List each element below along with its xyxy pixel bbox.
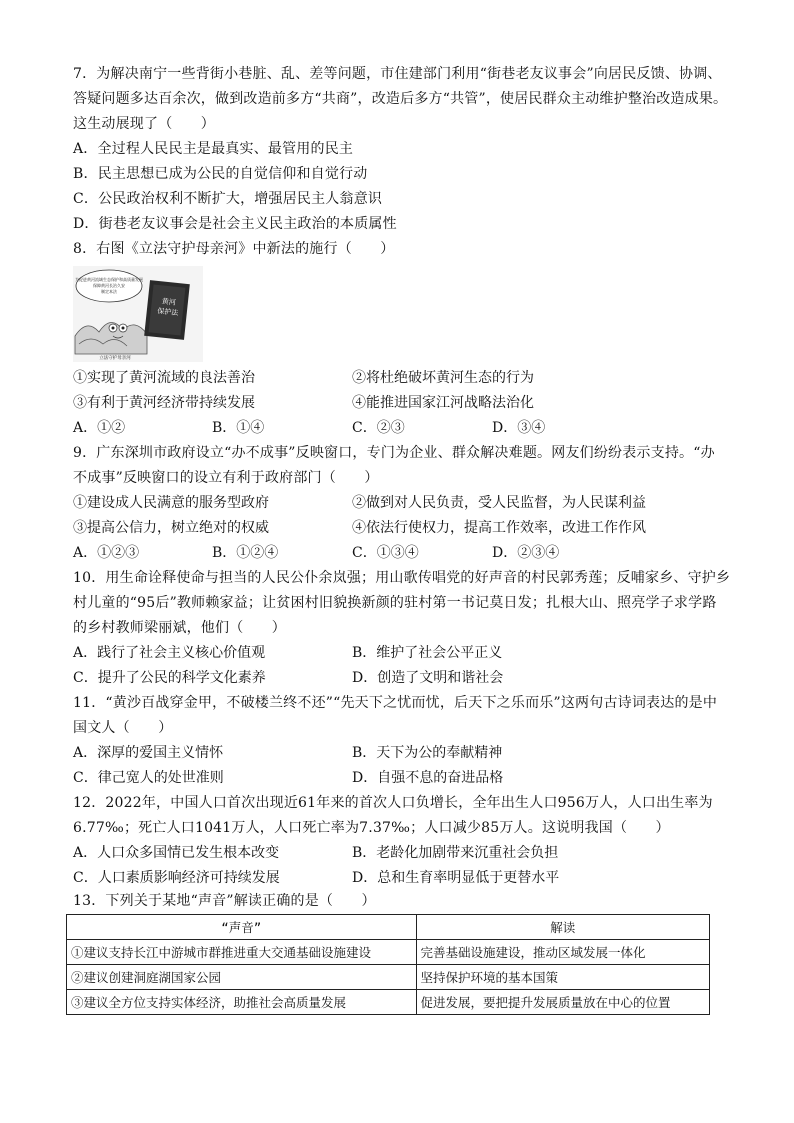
q7-option-a[interactable]: A．全过程人民民主是最真实、最管用的民主 xyxy=(73,141,354,157)
q9-item-1: ①建设成人民满意的服务型政府 xyxy=(73,495,269,511)
q10-option-a[interactable]: A．践行了社会主义核心价值观 xyxy=(73,645,266,661)
q7-stem-line-3: 这生动展现了（ ） xyxy=(73,116,215,132)
q13-row-3-interpretation: 促进发展，要把提升发展质量放在中心的位置 xyxy=(416,990,709,1015)
q8-stem: 8．右图《立法守护母亲河》中新法的施行（ ） xyxy=(73,241,395,257)
q8-items-row-1 xyxy=(73,368,713,388)
q10-options-row-2 xyxy=(73,668,713,688)
q13-row-1-interpretation: 完善基础设施建设，推动区域发展一体化 xyxy=(416,940,709,965)
q12-stem-line-2: 6.77‰；死亡人口1041万人，人口死亡率为7.37‰；人口减少85万人。这说明我国（ ） xyxy=(73,820,670,836)
q11-options-row-2 xyxy=(73,768,713,788)
cartoon-book-title-1: 黄河 xyxy=(161,297,177,307)
q10-options-row-1 xyxy=(73,643,713,663)
q13-row-3-voice: ③建议全方位支持实体经济，助推社会高质量发展 xyxy=(67,990,417,1015)
q9-choices-row xyxy=(73,543,713,563)
q12-stem-line-1: 12．2022年，中国人口首次出现近61年来的首次人口负增长，全年出生人口956万人，人口出生率为 xyxy=(73,795,713,811)
q13-table xyxy=(66,914,710,1015)
q13-table-header-row xyxy=(67,915,710,940)
cartoon-bubble-line-1: 为促进黄河流域生态保护和高质量发展 xyxy=(75,277,143,282)
q8-choice-c[interactable]: C．②③ xyxy=(352,420,405,436)
q7-stem-line-2: 答疑问题多达百余次，做到改造前多方“共商”，改造后多方“共管”，使居民群众主动维护整治改造成果。 xyxy=(73,91,728,107)
q13-header-interpretation: 解读 xyxy=(416,915,709,940)
q8-choice-b[interactable]: B．①④ xyxy=(212,420,265,436)
q13-header-voice: “声音” xyxy=(67,915,417,940)
q9-stem-line-2: 不成事”反映窗口的设立有利于政府部门（ ） xyxy=(73,470,379,486)
q10-option-b[interactable]: B．维护了社会公平正义 xyxy=(352,645,503,661)
q13-row-2-interpretation: 坚持保护环境的基本国策 xyxy=(416,965,709,990)
q9-stem-line-1: 9．广东深圳市政府设立“办不成事”反映窗口，专门为企业、群众解决难题。网友们纷纷表示支持。“办 xyxy=(73,445,715,461)
q11-stem-line-2: 国文人（ ） xyxy=(73,720,173,736)
q9-item-2: ②做到对人民负责，受人民监督，为人民谋利益 xyxy=(352,495,646,511)
q13-row-2-voice: ②建议创建洞庭湖国家公园 xyxy=(67,965,417,990)
q12-options-row-1 xyxy=(73,843,713,863)
q9-item-3: ③提高公信力，树立绝对的权威 xyxy=(73,520,269,536)
cartoon-book-title-2: 保护法 xyxy=(156,307,179,318)
yellow-river-law-cartoon xyxy=(73,266,203,362)
q8-choice-d[interactable]: D．③④ xyxy=(492,420,546,436)
q12-option-a[interactable]: A．人口众多国情已发生根本改变 xyxy=(73,845,280,861)
q11-option-a[interactable]: A．深厚的爱国主义情怀 xyxy=(73,745,224,761)
table-row xyxy=(67,965,710,990)
q10-stem-line-2: 村儿童的“95后”教师赖家益；让贫困村旧貌换新颜的驻村第一书记莫日发；扎根大山、照亮学子求学路 xyxy=(73,595,717,611)
cartoon-bubble-line-3: 制定本法 xyxy=(101,289,117,294)
q8-item-4: ④能推进国家江河战略法治化 xyxy=(352,395,534,411)
q9-choice-c[interactable]: C．①③④ xyxy=(352,545,419,561)
q11-option-c[interactable]: C．律己宽人的处世准则 xyxy=(73,770,224,786)
q10-option-d[interactable]: D．创造了文明和谐社会 xyxy=(352,670,504,686)
q12-options-row-2 xyxy=(73,868,713,888)
q7-stem-line-1: 7．为解决南宁一些背街小巷脏、乱、差等问题，市住建部门利用“街巷老友议事会”向居民反馈、协调、 xyxy=(73,66,722,82)
q9-choice-d[interactable]: D．②③④ xyxy=(492,545,560,561)
cartoon-caption: 立法守护母亲河 xyxy=(99,356,131,361)
q11-option-b[interactable]: B．天下为公的奉献精神 xyxy=(352,745,503,761)
q9-choice-b[interactable]: B．①②④ xyxy=(212,545,279,561)
q12-option-c[interactable]: C．人口素质影响经济可持续发展 xyxy=(73,870,280,886)
q9-choice-a[interactable]: A．①②③ xyxy=(73,545,140,561)
q7-option-d[interactable]: D．街巷老友议事会是社会主义民主政治的本质属性 xyxy=(73,216,397,232)
q8-choice-a[interactable]: A．①② xyxy=(73,420,126,436)
q7-option-c[interactable]: C．公民政治权利不断扩大，增强居民主人翁意识 xyxy=(73,191,383,207)
q9-item-4: ④依法行使权力，提高工作效率，改进工作作风 xyxy=(352,520,646,536)
q9-items-row-1 xyxy=(73,493,713,513)
q8-item-1: ①实现了黄河流域的良法善治 xyxy=(73,370,255,386)
q13-stem: 13．下列关于某地“声音”解读正确的是（ ） xyxy=(73,893,376,909)
table-row xyxy=(67,940,710,965)
q11-option-d[interactable]: D．自强不息的奋进品格 xyxy=(352,770,504,786)
q12-option-b[interactable]: B．老龄化加剧带来沉重社会负担 xyxy=(352,845,559,861)
q9-items-row-2 xyxy=(73,518,713,538)
table-row xyxy=(67,990,710,1015)
q10-option-c[interactable]: C．提升了公民的科学文化素养 xyxy=(73,670,266,686)
q8-item-2: ②将杜绝破坏黄河生态的行为 xyxy=(352,370,534,386)
q7-option-b[interactable]: B．民主思想已成为公民的自觉信仰和自觉行动 xyxy=(73,166,368,182)
q8-item-3: ③有利于黄河经济带持续发展 xyxy=(73,395,255,411)
q13-row-1-voice: ①建议支持长江中游城市群推进重大交通基础设施建设 xyxy=(67,940,417,965)
q11-options-row-1 xyxy=(73,743,713,763)
q11-stem-line-1: 11．“黄沙百战穿金甲，不破楼兰终不还”“先天下之忧而忧，后天下之乐而乐”这两句古诗词表达的是中 xyxy=(73,695,718,711)
q8-choices-row xyxy=(73,418,713,438)
q10-stem-line-3: 的乡村教师梁丽斌，他们（ ） xyxy=(73,620,286,636)
q8-items-row-2 xyxy=(73,393,713,413)
q12-option-d[interactable]: D．总和生育率明显低于更替水平 xyxy=(352,870,560,886)
cartoon-bubble-line-2: 保障黄河长治久安 xyxy=(93,283,125,288)
q10-stem-line-1: 10．用生命诠释使命与担当的人民公仆余岚强；用山歌传唱党的好声音的村民郭秀莲；反哺家乡、守护乡 xyxy=(73,570,731,586)
